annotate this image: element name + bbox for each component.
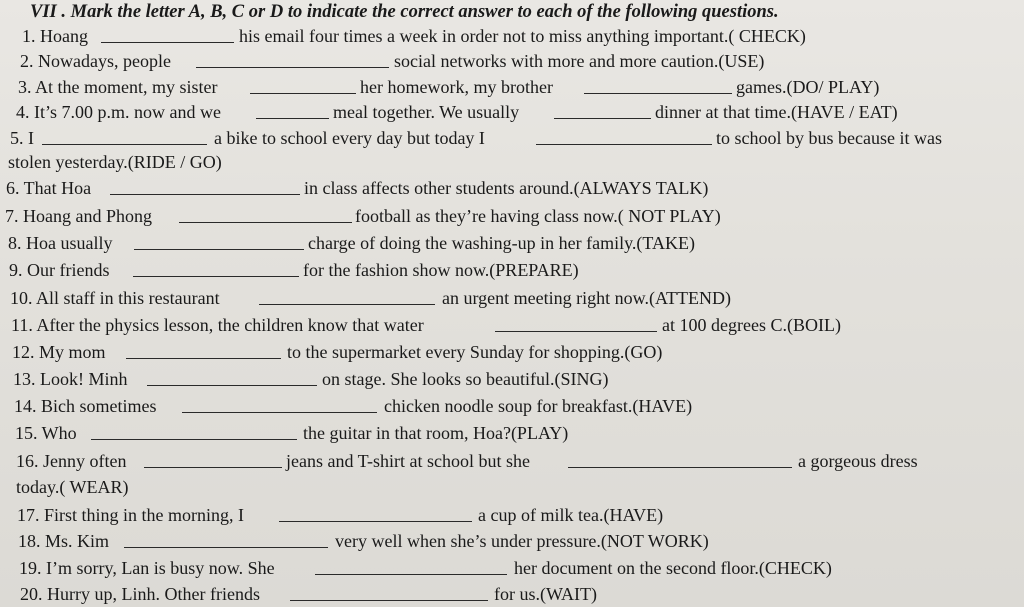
question-15-text-end: the guitar in that room, Hoa?(PLAY) — [303, 423, 569, 443]
question-12-text-end: to the supermarket every Sunday for shopping.(GO) — [287, 342, 663, 362]
answer-blank-1[interactable] — [101, 42, 234, 43]
question-5-text-wrap: stolen yesterday.(RIDE / GO) — [8, 152, 222, 172]
answer-blank-16b[interactable] — [568, 467, 792, 468]
question-10-text-end: an urgent meeting right now.(ATTEND) — [442, 288, 731, 308]
question-4-text-start: 4. It’s 7.00 p.m. now and we — [16, 102, 221, 122]
answer-blank-5a[interactable] — [42, 144, 207, 145]
question-19-text-end: her document on the second floor.(CHECK) — [514, 558, 832, 578]
question-5-text-start: 5. I — [10, 128, 34, 148]
question-14-text-start: 14. Bich sometimes — [14, 396, 157, 416]
answer-blank-10[interactable] — [259, 304, 435, 305]
question-9-text-end: for the fashion show now.(PREPARE) — [303, 260, 579, 280]
answer-blank-16a[interactable] — [144, 467, 282, 468]
answer-blank-19[interactable] — [315, 574, 507, 575]
question-4-text-end: dinner at that time.(HAVE / EAT) — [655, 102, 898, 122]
question-10-text-start: 10. All staff in this restaurant — [10, 288, 220, 308]
answer-blank-20[interactable] — [290, 600, 488, 601]
question-8-text-start: 8. Hoa usually — [8, 233, 113, 253]
answer-blank-5b[interactable] — [536, 144, 712, 145]
question-2-text-start: 2. Nowadays, people — [20, 51, 171, 71]
question-3-text-end: games.(DO/ PLAY) — [736, 77, 880, 97]
question-6-text-start: 6. That Hoa — [6, 178, 92, 198]
question-4-text-mid: meal together. We usually — [333, 102, 520, 122]
question-7-text-start: 7. Hoang and Phong — [5, 206, 152, 226]
question-11-text-end: at 100 degrees C.(BOIL) — [662, 315, 841, 335]
answer-blank-7[interactable] — [179, 222, 352, 223]
question-2-text-end: social networks with more and more caution.(USE) — [394, 51, 765, 71]
question-11-text-start: 11. After the physics lesson, the children know that water — [11, 315, 424, 335]
question-3-text-mid: her homework, my brother — [360, 77, 553, 97]
question-5-text-end: to school by bus because it was — [716, 128, 942, 148]
answer-blank-14[interactable] — [182, 412, 377, 413]
question-19-text-start: 19. I’m sorry, Lan is busy now. She — [19, 558, 275, 578]
answer-blank-11[interactable] — [495, 331, 657, 332]
question-15-text-start: 15. Who — [15, 423, 77, 443]
answer-blank-17[interactable] — [279, 521, 472, 522]
question-8-text-end: charge of doing the washing-up in her family.(TAKE) — [308, 233, 695, 253]
question-17-text-start: 17. First thing in the morning, I — [17, 505, 244, 525]
answer-blank-12[interactable] — [126, 358, 281, 359]
question-16-text-mid: jeans and T-shirt at school but she — [286, 451, 530, 471]
question-13-text-start: 13. Look! Minh — [13, 369, 128, 389]
answer-blank-2[interactable] — [196, 67, 389, 68]
answer-blank-3a[interactable] — [250, 93, 356, 94]
answer-blank-6[interactable] — [110, 194, 300, 195]
question-16-text-end: a gorgeous dress — [798, 451, 918, 471]
question-18-text-start: 18. Ms. Kim — [18, 531, 110, 551]
question-16-text-start: 16. Jenny often — [16, 451, 127, 471]
answer-blank-15[interactable] — [91, 439, 297, 440]
question-7-text-end: football as they’re having class now.( NOT PLAY) — [355, 206, 721, 226]
answer-blank-9[interactable] — [133, 276, 299, 277]
answer-blank-3b[interactable] — [584, 93, 732, 94]
question-17-text-end: a cup of milk tea.(HAVE) — [478, 505, 664, 525]
exercise-heading: VII . Mark the letter A, B, C or D to indicate the correct answer to each of the following questions. — [30, 2, 779, 22]
question-14-text-end: chicken noodle soup for breakfast.(HAVE) — [384, 396, 693, 416]
question-20-text-start: 20. Hurry up, Linh. Other friends — [20, 584, 260, 604]
question-3-text-start: 3. At the moment, my sister — [18, 77, 218, 97]
answer-blank-8[interactable] — [134, 249, 304, 250]
question-18-text-end: very well when she’s under pressure.(NOT WORK) — [335, 531, 709, 551]
answer-blank-18[interactable] — [124, 547, 328, 548]
answer-blank-13[interactable] — [147, 385, 317, 386]
question-9-text-start: 9. Our friends — [9, 260, 110, 280]
answer-blank-4a[interactable] — [256, 118, 329, 119]
question-20-text-end: for us.(WAIT) — [494, 584, 597, 604]
question-5-text-mid: a bike to school every day but today I — [214, 128, 485, 148]
question-12-text-start: 12. My mom — [12, 342, 106, 362]
question-13-text-end: on stage. She looks so beautiful.(SING) — [322, 369, 609, 389]
answer-blank-4b[interactable] — [554, 118, 651, 119]
question-1-text-start: 1. Hoang — [22, 26, 88, 46]
question-6-text-end: in class affects other students around.(ALWAYS TALK) — [304, 178, 709, 198]
question-1-text-end: his email four times a week in order not to miss anything important.( CHECK) — [239, 26, 806, 46]
question-16-text-wrap: today.( WEAR) — [16, 477, 129, 497]
